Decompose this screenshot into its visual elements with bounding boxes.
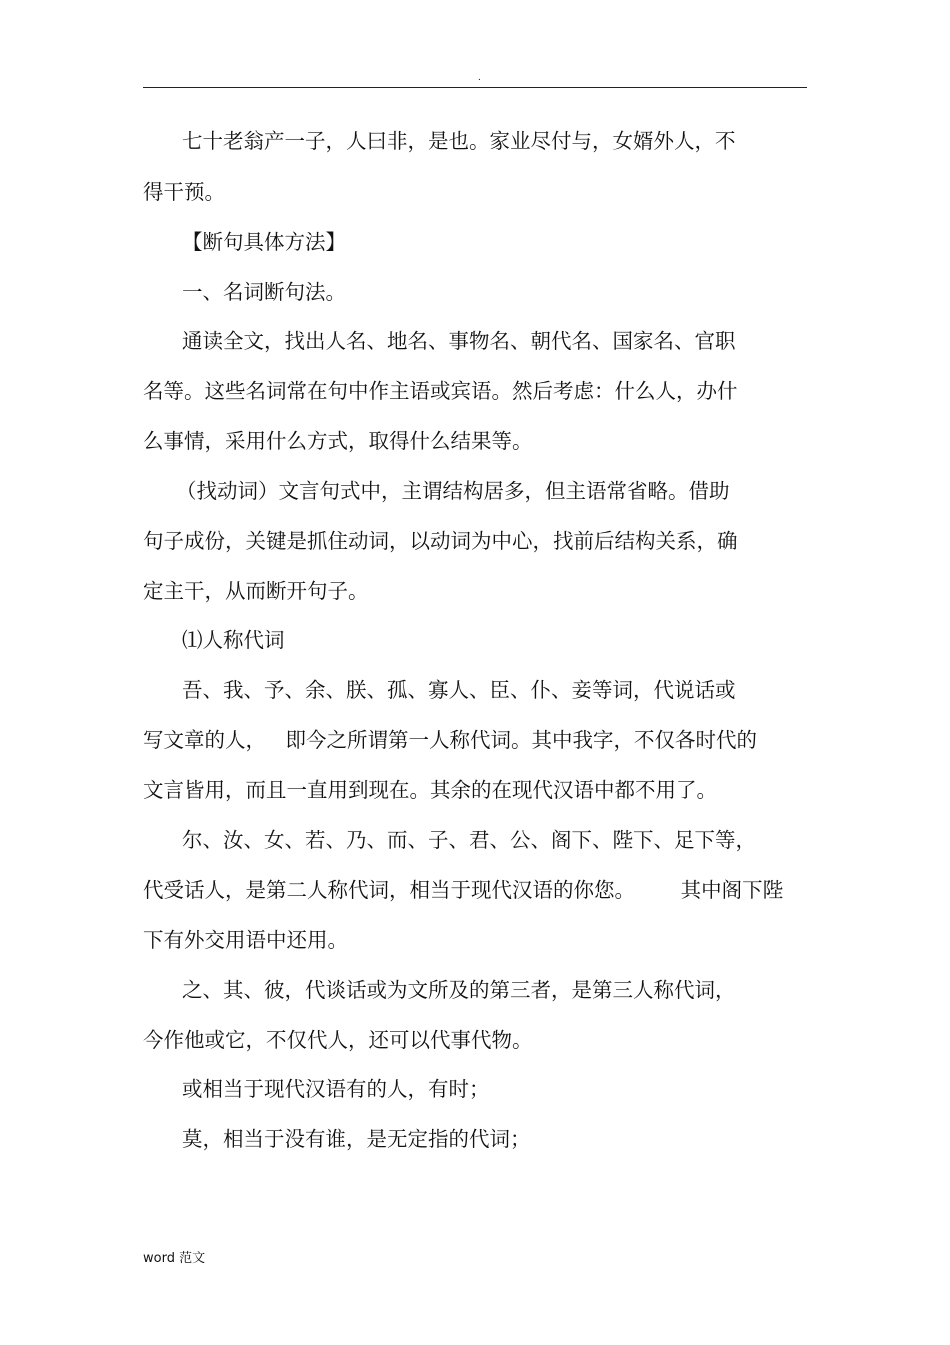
text-line: 写文章的人， 即今之所谓第一人称代词。其中我字，不仅各时代的 [143, 728, 758, 752]
text-line: 通读全文，找出人名、地名、事物名、朝代名、国家名、官职 [182, 329, 736, 353]
text-line: 七十老翁产一子，人曰非，是也。家业尽付与，女婿外人，不 [182, 129, 736, 153]
page-footer: word 范文 [143, 1251, 206, 1266]
text-line: 吾、我、予、余、朕、孤、寡人、臣、仆、妾等词，代说话或 [182, 678, 736, 702]
text-line: 今作他或它，不仅代人，还可以代事代物。 [143, 1028, 533, 1052]
text-line: 得干预。 [143, 180, 225, 204]
text-line: 或相当于现代汉语有的人，有时； [182, 1077, 490, 1101]
text-line: 莫，相当于没有谁，是无定指的代词； [182, 1127, 531, 1151]
text-line: 文言皆用，而且一直用到现在。其余的在现代汉语中都不用了。 [143, 778, 717, 802]
text-line: 一、名词断句法。 [182, 280, 346, 304]
text-line: 之、其、彼，代谈话或为文所及的第三者，是第三人称代词， [182, 978, 736, 1002]
header-rule [143, 87, 807, 88]
text-line: 代受话人，是第二人称代词，相当于现代汉语的你您。 其中阁下陛 [143, 878, 784, 902]
text-line: ⑴人称代词 [182, 628, 285, 652]
text-line: 下有外交用语中还用。 [143, 928, 348, 952]
text-line: （找动词）文言句式中，主谓结构居多，但主语常省略。借助 [176, 479, 730, 503]
text-line: 么事情，采用什么方式，取得什么结果等。 [143, 429, 533, 453]
text-line: 名等。这些名词常在句中作主语或宾语。然后考虑：什么人，办什 [143, 379, 738, 403]
text-line: 定主干，从而断开句子。 [143, 579, 369, 603]
text-line: 尔、汝、女、若、乃、而、子、君、公、阁下、陛下、足下等， [182, 828, 756, 852]
header-mark: . [478, 72, 481, 83]
text-line: 句子成份，关键是抓住动词，以动词为中心，找前后结构关系，确 [143, 529, 738, 553]
section-heading: 【断句具体方法】 [182, 230, 346, 254]
